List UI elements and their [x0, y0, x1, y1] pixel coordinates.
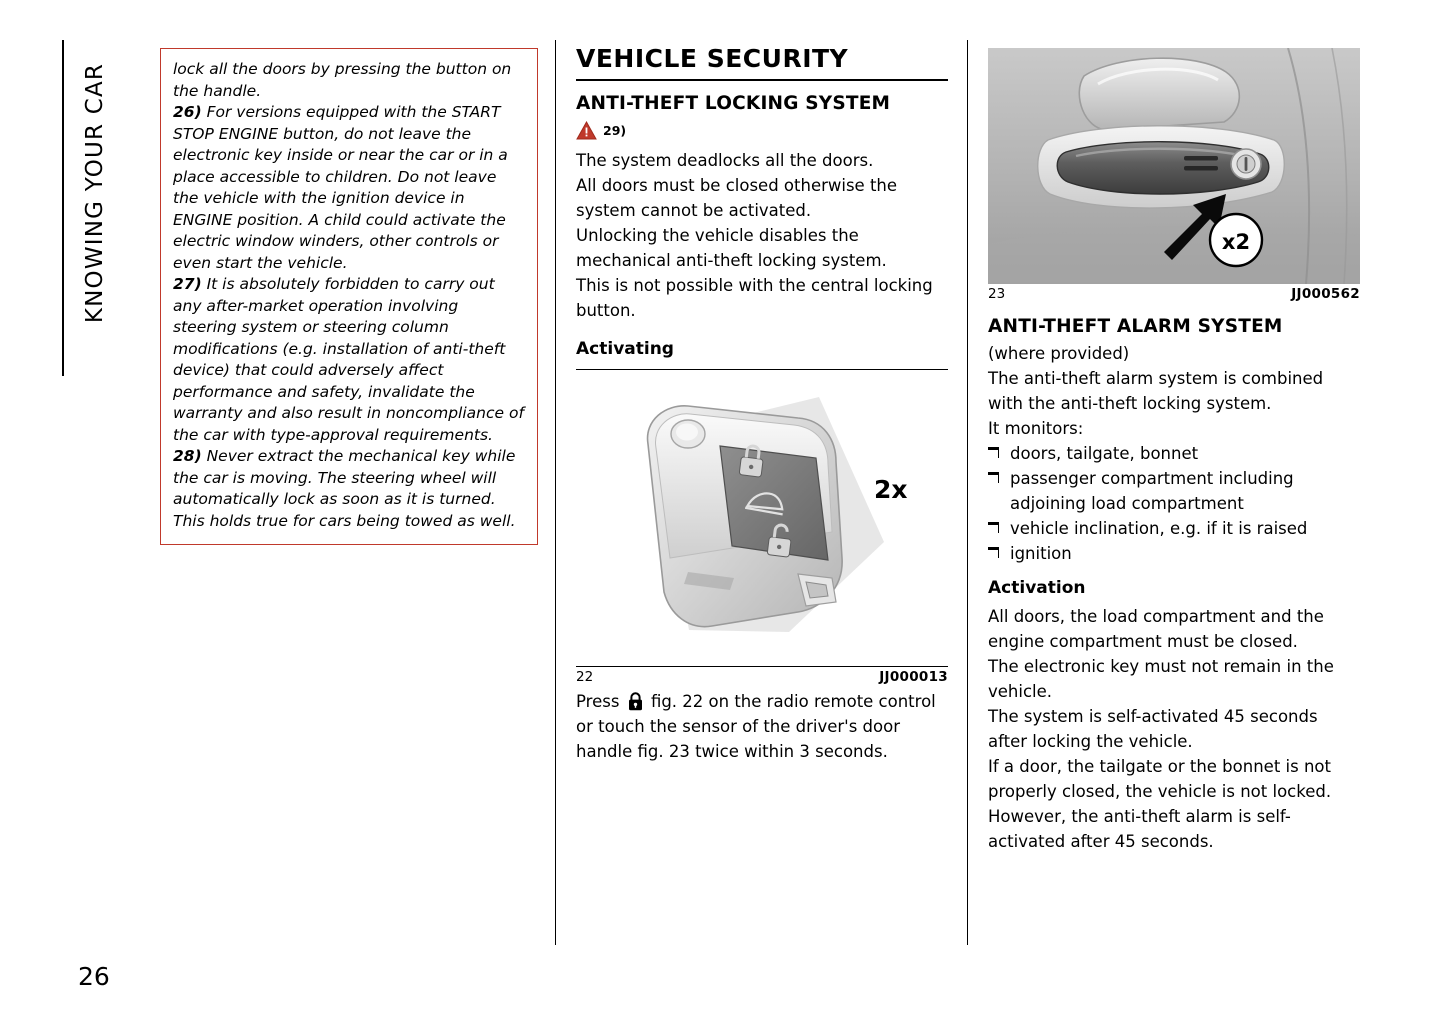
- warning-reference-number: 29): [603, 122, 627, 138]
- svg-text:2x: 2x: [874, 475, 908, 504]
- square-bullet-icon: [988, 472, 999, 483]
- figure-23-door-handle-image: [988, 48, 1360, 284]
- figure-rule-top: [576, 369, 948, 370]
- warning-triangle-icon: [576, 121, 597, 140]
- figure-22-caption: [576, 669, 948, 685]
- paragraph: The anti-theft alarm system is combined with the anti-theft locking system.: [988, 369, 1324, 413]
- press-instruction: [576, 689, 948, 764]
- square-bullet-icon: [988, 522, 999, 533]
- list-item-label: ignition: [1010, 544, 1072, 563]
- warning-lead-text: lock all the doors by pressing the button on the handle.: [173, 60, 512, 100]
- square-bullet-icon: [988, 547, 999, 558]
- page-number: 26: [78, 962, 110, 991]
- square-bullet-icon: [988, 447, 999, 458]
- figure-23-code: JJ000562: [1291, 286, 1360, 302]
- press-text-after: fig. 22 on the radio remote control or touch the sensor of the driver's door handle fig. 23 twice within 3 seconds.: [576, 692, 936, 761]
- activating-heading: Activating: [576, 339, 674, 359]
- svg-text:x2: x2: [1221, 230, 1251, 254]
- figure-rule-bottom: [576, 666, 948, 667]
- warning-item-number: 27): [173, 275, 202, 293]
- list-item: [988, 516, 1360, 541]
- warning-item-text: Never extract the mechanical key while the car is moving. The steering wheel will automatically lock as soon as it is turned. This holds true for cars being towed as well.: [173, 447, 516, 530]
- warning-item-text: It is absolutely forbidden to carry out any after-market operation involving steering system or steering column modifications (e.g. installation of anti-theft device) that could adversely affect performance and safety, invalidate the warranty and also result in noncompliance of the car with type-approval requirements.: [173, 275, 524, 444]
- warning-item: [173, 102, 525, 274]
- warning-box: [160, 48, 538, 545]
- subsection-title-anti-theft-alarm: ANTI-THEFT ALARM SYSTEM: [988, 316, 1283, 337]
- column-two: [576, 44, 948, 764]
- section-title: VEHICLE SECURITY: [576, 44, 948, 81]
- paragraph: The system deadlocks all the doors.: [576, 151, 874, 170]
- warning-item: [173, 274, 525, 446]
- warning-item-number: 26): [173, 103, 202, 121]
- paragraph: If a door, the tailgate or the bonnet is not properly closed, the vehicle is not locked. However, the anti-theft alarm is self-activated after 45 seconds.: [988, 757, 1332, 851]
- figure-22-code: JJ000013: [879, 669, 948, 685]
- list-item-label: doors, tailgate, bonnet: [1010, 444, 1199, 463]
- paragraph: Unlocking the vehicle disables the mechanical anti-theft locking system.: [576, 226, 887, 270]
- figure-23-caption: [988, 286, 1360, 302]
- figure-22-number: 22: [576, 669, 594, 685]
- column-divider-1: [555, 40, 556, 945]
- chapter-title: KNOWING YOUR CAR: [82, 62, 108, 324]
- figure-23-number: 23: [988, 286, 1006, 302]
- paragraph: The electronic key must not remain in the vehicle.: [988, 657, 1334, 701]
- list-item: [988, 466, 1360, 516]
- column-three: [988, 48, 1360, 854]
- figure-22-key-fob-image: [576, 374, 948, 664]
- paragraph: All doors, the load compartment and the engine compartment must be closed.: [988, 607, 1324, 651]
- where-provided-note: (where provided): [988, 344, 1130, 363]
- warning-reference: [576, 118, 948, 142]
- warning-item-number: 28): [173, 447, 202, 465]
- list-item-label: vehicle inclination, e.g. if it is raised: [1010, 519, 1308, 538]
- press-text-before: Press: [576, 692, 620, 711]
- column-divider-2: [967, 40, 968, 945]
- paragraph: It monitors:: [988, 419, 1084, 438]
- padlock-icon: [628, 692, 643, 711]
- warning-item-text: For versions equipped with the START STOP ENGINE button, do not leave the electronic key inside or near the car or in a place accessible to children. Do not leave the vehicle with the ignition device in ENGINE position. A child could activate the electric window winders, other controls or even start the vehicle.: [173, 103, 508, 272]
- list-item-label: passenger compartment including adjoining load compartment: [1010, 469, 1294, 513]
- paragraph: This is not possible with the central locking button.: [576, 276, 933, 320]
- subsection-title-anti-theft-locking: ANTI-THEFT LOCKING SYSTEM: [576, 93, 891, 114]
- paragraph: All doors must be closed otherwise the system cannot be activated.: [576, 176, 898, 220]
- list-item: [988, 441, 1360, 466]
- column-one: [160, 48, 538, 545]
- chapter-tab: [60, 40, 120, 380]
- paragraph: The system is self-activated 45 seconds after locking the vehicle.: [988, 707, 1318, 751]
- figure-22-wrapper: [576, 369, 948, 685]
- activation-heading: Activation: [988, 578, 1086, 598]
- warning-item: [173, 446, 525, 532]
- list-item: [988, 541, 1360, 566]
